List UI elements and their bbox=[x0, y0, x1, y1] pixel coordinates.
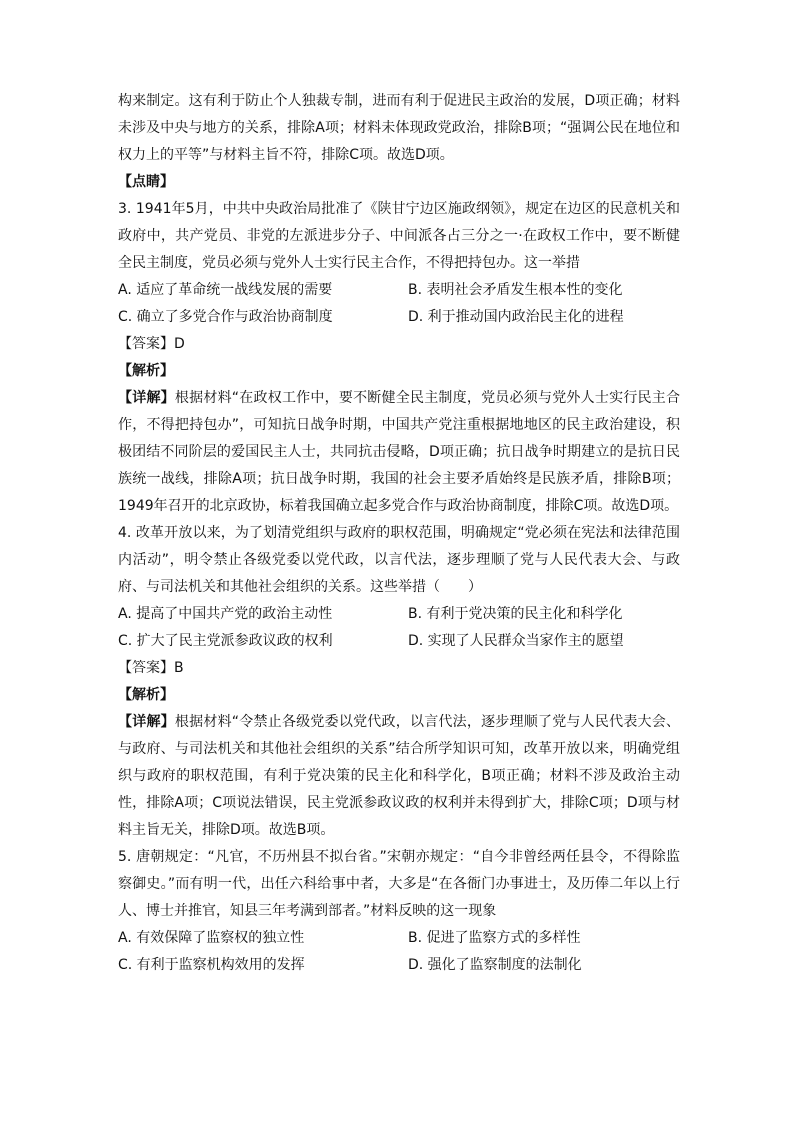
question-4-options bbox=[118, 601, 680, 655]
question-4-option-a: A. 提高了中国共产党的政治主动性 bbox=[118, 606, 333, 622]
question-4-option-d: D. 实现了人民群众当家作主的愿望 bbox=[408, 633, 624, 649]
document-page bbox=[118, 88, 680, 979]
question-3-detail-text: 根据材料“在政权工作中，要不断健全民主制度，党员必须与党外人士实行民主合作，不得把持包办”，可知抗日战争时期，中国共产党注重根据地地区的民主政治建设，积极团结不同阶层的爱国民主人士，共同抗击侵略，D项正确；抗日战争时期建立的是抗日民族统一战线，排除A项；抗日战争时期，我国的社会主要矛盾始终是民族矛盾，排除B项；1949年召开的北京政协，标着我国确立起多党合作与政治协商制度，排除C项。故选D项。 bbox=[118, 390, 680, 514]
question-5-options bbox=[118, 925, 680, 979]
previous-answer-continuation: 构来制定。这有利于防止个人独裁专制，进而有利于促进民主政治的发展，D项正确；材料未涉及中央与地方的关系，排除A项；材料未体现政党政治，排除B项；“强调公民在地位和权力上的平等”与材料主旨不符，排除C项。故选D项。 bbox=[118, 93, 680, 163]
question-4-detail-label: 【详解】 bbox=[118, 714, 175, 730]
question-3-options bbox=[118, 277, 680, 331]
question-5-option-b: B. 促进了监察方式的多样性 bbox=[408, 930, 581, 946]
dianjing-label: 【点睛】 bbox=[118, 174, 174, 190]
question-3-option-b: B. 表明社会矛盾发生根本性的变化 bbox=[408, 282, 623, 298]
question-4-answer: 【答案】B bbox=[118, 660, 184, 676]
question-3-answer: 【答案】D bbox=[118, 336, 185, 352]
question-4-option-c: C. 扩大了民主党派参政议政的权利 bbox=[118, 633, 333, 649]
question-3-option-a: A. 适应了革命统一战线发展的需要 bbox=[118, 282, 333, 298]
question-3-detail bbox=[118, 385, 680, 520]
question-5-stem: 5. 唐朝规定：“凡官，不历州县不拟台省。”宋朝亦规定：“自今非曾经两任县令，不得除监察御史。”而有明一代，出任六科给事中者，大多是“在各衙门办事进士，及历俸二年以上行人、博士并推官，知县三年考满到部者。”材料反映的这一现象 bbox=[118, 849, 680, 919]
question-3-detail-label: 【详解】 bbox=[118, 390, 175, 406]
question-5-option-a: A. 有效保障了监察权的独立性 bbox=[118, 930, 305, 946]
question-5-option-c: C. 有利于监察机构效用的发挥 bbox=[118, 957, 305, 973]
question-3-option-d: D. 利于推动国内政治民主化的进程 bbox=[408, 309, 624, 325]
question-4-detail-text: 根据材料“令禁止各级党委以党代政，以言代法，逐步理顺了党与人民代表大会、与政府、与司法机关和其他社会组织的关系”结合所学知识可知，改革开放以来，明确党组织与政府的职权范围，有利于党决策的民主化和科学化，B项正确；材料不涉及政治主动性，排除A项；C项说法错误，民主党派参政议政的权利并未得到扩大，排除C项；D项与材料主旨无关，排除D项。故选B项。 bbox=[118, 714, 680, 838]
question-5-option-d: D. 强化了监察制度的法制化 bbox=[408, 957, 582, 973]
question-4-stem: 4. 改革开放以来，为了划清党组织与政府的职权范围，明确规定“党必须在宪法和法律范围内活动”，明令禁止各级党委以党代政，以言代法，逐步理顺了党与人民代表大会、与政府、与司法机关和其他社会组织的关系。这些举措（ ） bbox=[118, 525, 680, 595]
question-4-option-b: B. 有利于党决策的民主化和科学化 bbox=[408, 606, 623, 622]
question-3-stem: 3. 1941年5月，中共中央政治局批准了《陕甘宁边区施政纲领》，规定在边区的民意机关和政府中，共产党员、非党的左派进步分子、中间派各占三分之一·在政权工作中，要不断健全民主制度，党员必须与党外人士实行民主合作，不得把持包办。这一举措 bbox=[118, 201, 680, 271]
question-4-detail bbox=[118, 709, 680, 844]
question-3-analysis-label: 【解析】 bbox=[118, 363, 174, 379]
question-4-analysis-label: 【解析】 bbox=[118, 687, 174, 703]
question-3-option-c: C. 确立了多党合作与政治协商制度 bbox=[118, 309, 333, 325]
